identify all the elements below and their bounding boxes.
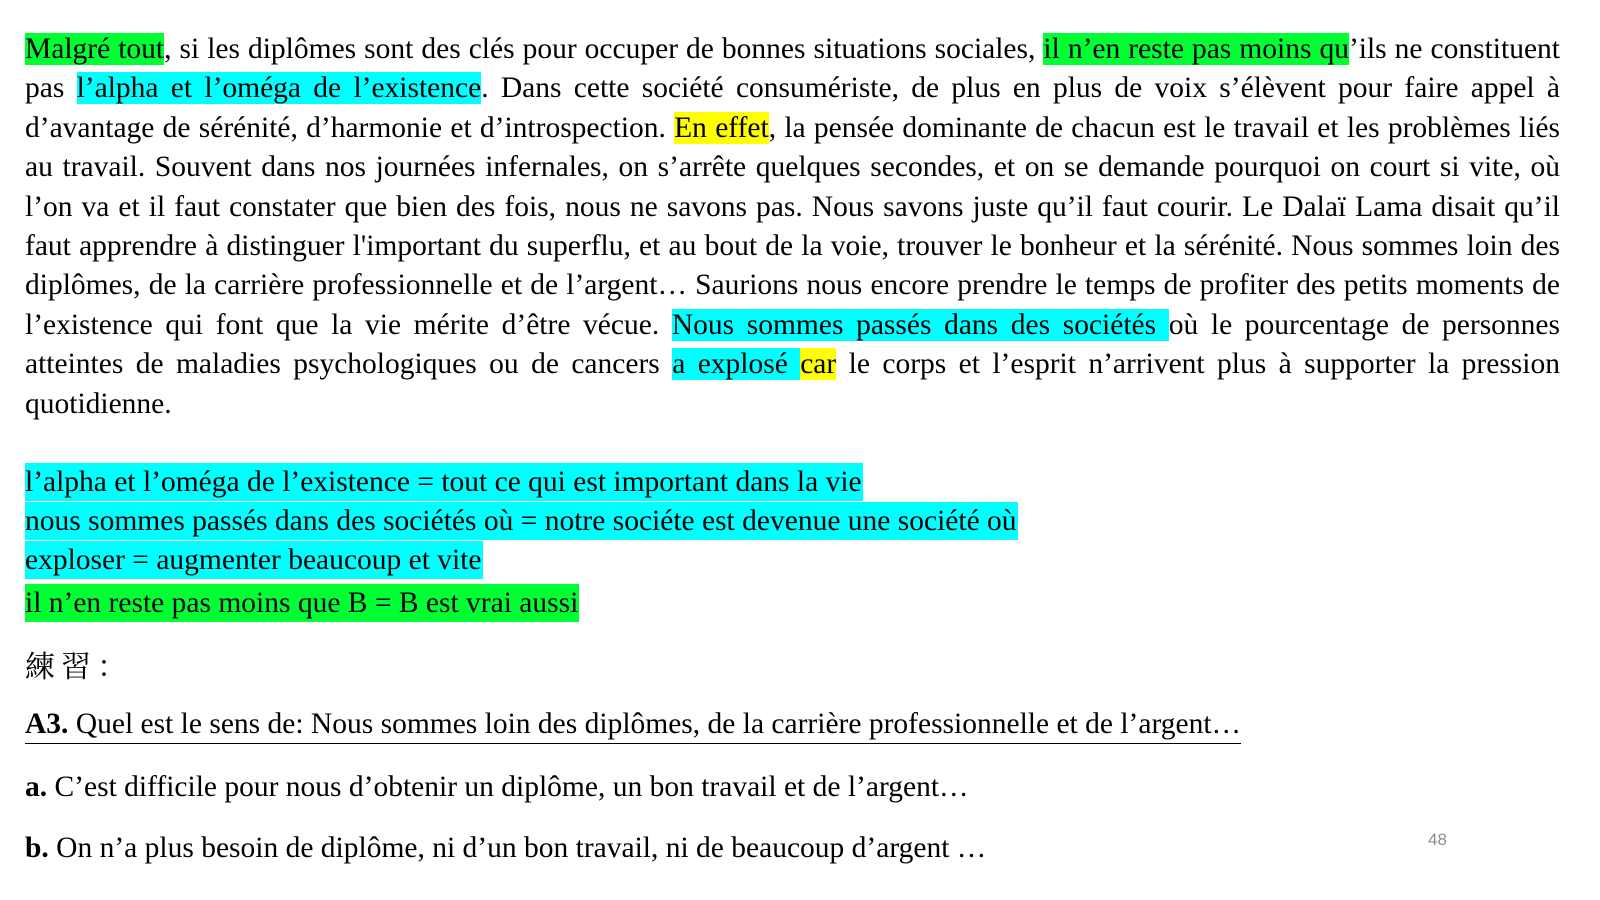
paragraph-segment: . Dans cette société consumériste, de plus en plus de voix s’élèvent pour faire appel à d’avantage de sérénité, d’harmonie et d’introspection. [25,72,1560,144]
paragraph-segment: le corps et l’esprit n’arrivent plus à supporter la pression quotidienne. [25,348,1560,420]
paragraph-segment: a explosé [672,348,801,381]
glossary-line-societes [25,502,1018,540]
paragraph-segment: , la pensée dominante de chacun est le travail et les problèmes liés au travail. Souvent dans nos journées infernales, on s’arrête quelques secondes, et on se demande pourquoi on court si vite, où l’on va et il faut constater que bien des fois, nous ne savons pas. Nous savons juste qu’il faut courir. Le Dalaï Lama disait qu’il faut apprendre à distinguer l'important du superflu, et au bout de la voie, trouver le bonheur et la sérénité. Nous sommes loin des diplômes, de la carrière professionnelle et de l’argent… Saurions nous encore prendre le temps de profiter des petits moments de l’existence qui font que la vie mérite d’être vécue. [25,111,1560,341]
answer-text: C’est difficile pour nous d’obtenir un diplôme, un bon travail et de l’argent… [47,771,969,803]
answer-letter: a. [25,771,48,803]
glossary-line-alpha-omega [25,463,863,501]
answer-b [25,829,986,867]
glossary-text: il n’en reste pas moins que B = B est vrai aussi [25,584,579,622]
question-a3 [25,705,1241,744]
answer-a [25,768,969,806]
paragraph-segment: car [800,348,837,381]
answer-letter: b. [25,832,49,864]
paragraph-segment: Nous sommes passés dans des sociétés [671,308,1169,341]
glossary-text: l’alpha et l’oméga de l’existence = tout ce qui est important dans la vie [25,463,863,501]
glossary-text: exploser = augmenter beaucoup et vite [25,541,483,579]
page-number: 48 [1428,830,1447,849]
paragraph-segment: ’ils ne constituent pas [25,33,1560,105]
question-text: Quel est le sens de: Nous sommes loin des diplômes, de la carrière professionnelle et de l’argent… [68,708,1242,740]
question-number: A3. [25,708,69,740]
glossary-line-exploser [25,541,483,579]
main-paragraph [25,30,1560,424]
paragraph-segment: En effet [674,111,769,144]
exercise-label: 練習： [25,650,133,685]
paragraph-segment: où le pourcentage de personnes atteintes de maladies psychologiques ou de cancers [25,308,1561,381]
glossary-text: nous sommes passés dans des sociétés où = notre sociéte est devenue une société où [25,502,1018,540]
paragraph-segment: , si les diplômes sont des clés pour occuper de bonnes situations sociales, [164,33,1044,65]
paragraph-segment: l’alpha et l’oméga de l’existence [76,72,482,105]
paragraph-segment: Malgré tout [25,33,165,65]
paragraph-segment: il n’en reste pas moins qu [1043,33,1349,65]
answer-text: On n’a plus besoin de diplôme, ni d’un bon travail, ni de beaucoup d’argent … [48,832,987,864]
glossary-line-reste-pas-moins [25,584,579,622]
